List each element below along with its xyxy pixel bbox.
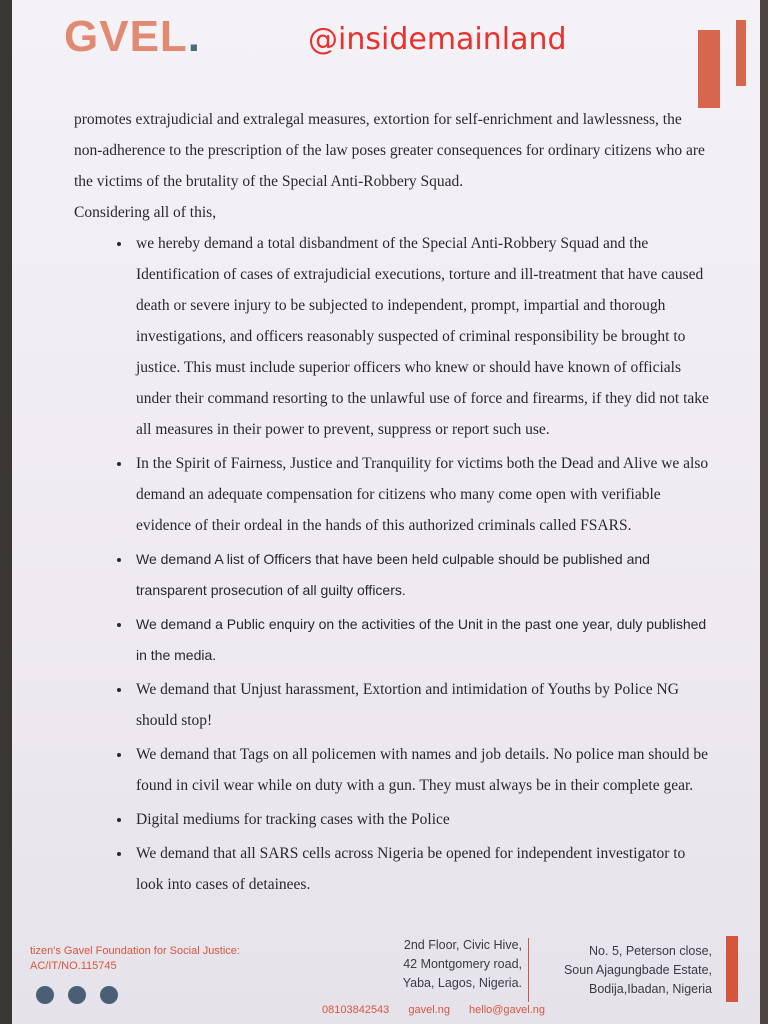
brand-bar-footer-icon bbox=[726, 936, 738, 1002]
address-lagos bbox=[372, 936, 522, 993]
background-edge-left bbox=[0, 0, 12, 1024]
demand-item: • We demand A list of Officers that have been held culpable should be published and transparent prosecution of all guilty officers. bbox=[132, 544, 714, 606]
letterhead-footer bbox=[12, 930, 760, 1024]
gavel-logo: GVEL. bbox=[64, 12, 202, 61]
address-line: Soun Ajagungbade Estate, bbox=[563, 963, 712, 977]
document-page bbox=[12, 0, 760, 1024]
footer-divider bbox=[528, 938, 529, 1002]
address-line: Yaba, Lagos, Nigeria. bbox=[402, 976, 522, 990]
document-body bbox=[74, 104, 714, 903]
address-line: 2nd Floor, Civic Hive, bbox=[403, 938, 522, 952]
org-reg-number: AC/IT/NO.115745 bbox=[30, 960, 117, 972]
demand-item: • We demand that Tags on all policemen with names and job details. No police man should be found in civil wear while on duty with a gun. They must always be in their complete gear. bbox=[132, 739, 714, 801]
decorative-dots-icon bbox=[36, 986, 132, 1009]
contact-line bbox=[322, 1004, 561, 1016]
demand-item: • We demand that all SARS cells across Nigeria be opened for independent investigator to look into cases of detainees. bbox=[132, 838, 714, 900]
website: gavel.ng bbox=[408, 1004, 450, 1016]
intro-paragraph: promotes extrajudicial and extralegal measures, extortion for self-enrichment and lawlessness, the non-adherence to the prescription of the law poses greater consequences for ordinary citizens who are the victims of the brutality of the Special Anti-Robbery Squad. bbox=[74, 111, 705, 190]
demand-item: • In the Spirit of Fairness, Justice and Tranquility for victims both the Dead and Alive we also demand an adequate compensation for citizens who many come open with verifiable evidence of their ordeal in the hands of this authorized criminals called FSARS. bbox=[132, 448, 714, 541]
email: hello@gavel.ng bbox=[469, 1004, 546, 1016]
org-registration bbox=[30, 944, 240, 974]
address-line: No. 5, Peterson close, bbox=[589, 944, 712, 958]
phone-number: 08103842543 bbox=[322, 1004, 390, 1016]
brand-bar-small-icon bbox=[736, 20, 746, 86]
demands-list bbox=[74, 228, 714, 900]
address-line: Bodija,Ibadan, Nigeria bbox=[589, 982, 712, 996]
demand-item: • We demand that Unjust harassment, Extortion and intimidation of Youths by Police NG should stop! bbox=[132, 674, 714, 736]
org-name: tizen's Gavel Foundation for Social Justice: bbox=[30, 945, 240, 957]
background-edge-right bbox=[760, 0, 768, 1024]
demand-item: • we hereby demand a total disbandment of the Special Anti-Robbery Squad and the Identification of cases of extrajudicial executions, torture and ill-treatment that have caused death or severe injury to be subjected to independent, prompt, impartial and thorough investigations, and officers reasonably suspected of criminal responsibility be brought to justice. This must include superior officers who knew or should have known of officials under their command resorting to the unlawful use of force and firearms, if they did not take all measures in their power to prevent, suppress or report such use. bbox=[132, 228, 714, 445]
demand-item: • We demand a Public enquiry on the activities of the Unit in the past one year, duly published in the media. bbox=[132, 609, 714, 671]
lead-line: Considering all of this, bbox=[74, 204, 217, 221]
address-ibadan bbox=[536, 942, 712, 999]
brand-bar-icon bbox=[698, 30, 720, 108]
social-handle: @insidemainland bbox=[308, 22, 567, 57]
address-line: 42 Montgomery road, bbox=[403, 957, 522, 971]
demand-item: • Digital mediums for tracking cases with the Police bbox=[132, 804, 714, 835]
